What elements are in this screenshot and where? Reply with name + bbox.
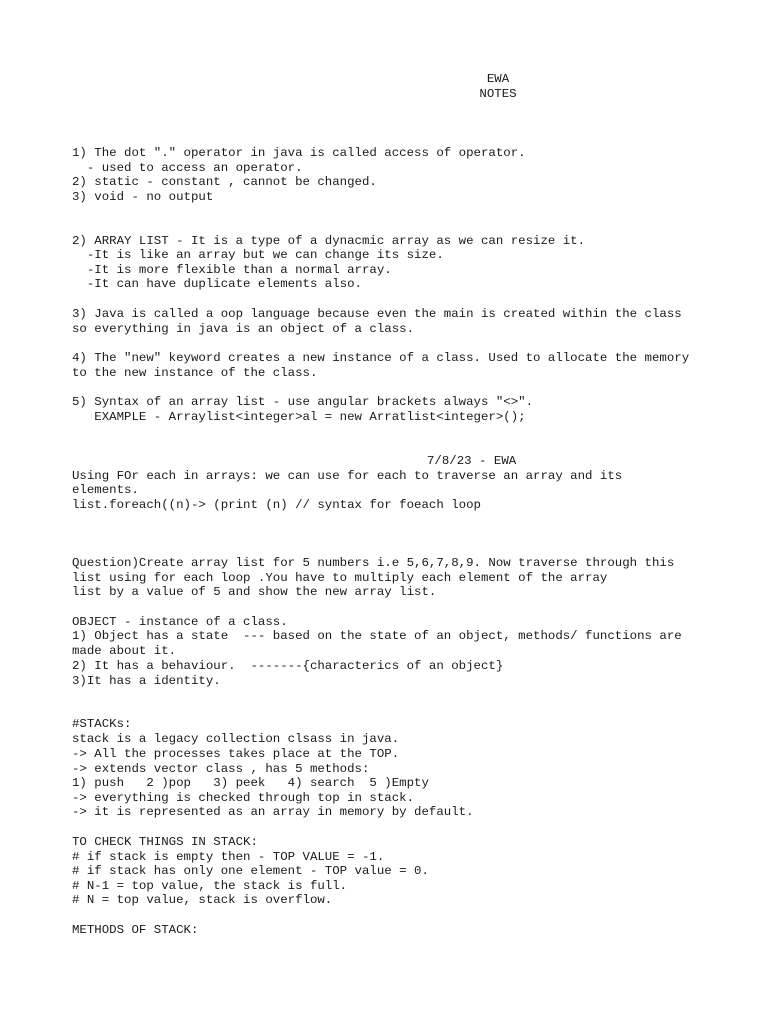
basics-line-4: 3) void - no output <box>72 190 214 204</box>
stacks-line-6: -> everything is checked through top in stack. <box>72 791 415 805</box>
object-line-1: OBJECT - instance of a class. <box>72 615 288 629</box>
check-line-4: # N-1 = top value, the stack is full. <box>72 879 348 893</box>
object-line-5: 3)It has a identity. <box>72 674 221 688</box>
syntax-line-2: EXAMPLE - Arraylist<integer>al = new Arratlist<integer>(); <box>72 410 526 424</box>
question-line-1: Question)Create array list for 5 numbers i.e 5,6,7,8,9. Now traverse through this <box>72 556 675 570</box>
arraylist-line-2: -It is like an array but we can change its size. <box>72 248 444 262</box>
check-line-1: TO CHECK THINGS IN STACK: <box>72 835 258 849</box>
foreach-line-2: elements. <box>72 483 139 497</box>
arraylist-line-1: 2) ARRAY LIST - It is a type of a dynacmic array as we can resize it. <box>72 234 586 248</box>
object-line-4: 2) It has a behaviour. -------{characterics of an object} <box>72 659 504 673</box>
page-subtitle: NOTES <box>479 87 517 101</box>
syntax-line-1: 5) Syntax of an array list - use angular brackets always "<>". <box>72 395 534 409</box>
foreach-line-3: list.foreach((n)-> (print (n) // syntax for foeach loop <box>72 498 481 512</box>
page-title: EWA <box>486 72 510 86</box>
arraylist-line-4: -It can have duplicate elements also. <box>72 277 362 291</box>
check-line-3: # if stack has only one element - TOP value = 0. <box>72 864 429 878</box>
stacks-line-5: 1) push 2 )pop 3) peek 4) search 5 )Empty <box>72 776 429 790</box>
date-heading: 7/8/23 - EWA <box>427 454 517 468</box>
question-line-2: list using for each loop .You have to multiply each element of the array <box>72 571 608 585</box>
stacks-line-7: -> it is represented as an array in memory by default. <box>72 805 474 819</box>
arraylist-line-3: -It is more flexible than a normal array. <box>72 263 392 277</box>
stacks-line-2: stack is a legacy collection clsass in java. <box>72 732 400 746</box>
object-line-3: made about it. <box>72 644 177 658</box>
new-keyword-line-2: to the new instance of the class. <box>72 366 318 380</box>
oop-line-1: 3) Java is called a oop language because even the main is created within the class <box>72 307 682 321</box>
foreach-line-1: Using FOr each in arrays: we can use for each to traverse an array and its <box>72 469 623 483</box>
check-line-5: # N = top value, stack is overflow. <box>72 893 333 907</box>
new-keyword-line-1: 4) The "new" keyword creates a new instance of a class. Used to allocate the memory <box>72 351 690 365</box>
stacks-line-4: -> extends vector class , has 5 methods: <box>72 762 370 776</box>
check-line-2: # if stack is empty then - TOP VALUE = -1. <box>72 850 385 864</box>
stacks-line-1: #STACKs: <box>72 717 132 731</box>
basics-line-1: 1) The dot "." operator in java is called access of operator. <box>72 146 526 160</box>
methods-heading: METHODS OF STACK: <box>72 923 199 937</box>
basics-line-2: - used to access an operator. <box>72 161 303 175</box>
basics-line-3: 2) static - constant , cannot be changed. <box>72 175 377 189</box>
stacks-line-3: -> All the processes takes place at the TOP. <box>72 747 400 761</box>
question-line-3: list by a value of 5 and show the new array list. <box>72 585 437 599</box>
oop-line-2: so everything in java is an object of a class. <box>72 322 415 336</box>
object-line-2: 1) Object has a state --- based on the state of an object, methods/ functions are <box>72 629 682 643</box>
